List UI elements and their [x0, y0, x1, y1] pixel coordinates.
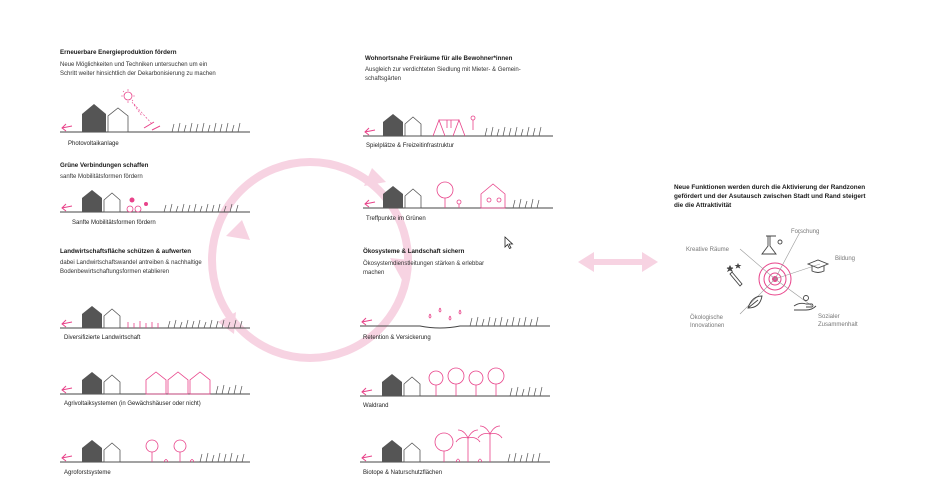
playground-scene: [363, 104, 553, 140]
section-desc-open-spaces-2: schaftsgärten: [365, 76, 402, 82]
right-panel-text-2: gefördert und der Asutausch zwischen Stadt und Rand steigert: [674, 193, 866, 200]
caption-meeting-points: Treffpunkte im Grünen: [366, 216, 426, 222]
forest-edge-scene: [360, 364, 550, 400]
label-innovationen: Innovationen: [690, 323, 725, 329]
section-title-open-spaces: Wohnortsnahe Freiräume für alle Bewohner*innen: [365, 55, 513, 62]
caption-playground: Spielplätze & Freizeitinfrastruktur: [366, 143, 455, 149]
diversified-agriculture-scene: [60, 300, 250, 332]
section-desc-agriculture-1: dabei Landwirtschaftswandel antreiben & nachhaltige: [60, 260, 202, 266]
research-icon: [762, 236, 782, 254]
creative-icon: [727, 264, 742, 286]
mouse-cursor-icon: [504, 236, 514, 250]
social-cohesion-icon: [794, 296, 816, 311]
section-title-green-connections: Grüne Verbindungen schaffen: [60, 162, 149, 169]
section-title-agriculture: Landwirtschaftsfläche schützen & aufwerten: [60, 248, 191, 255]
biotope-scene: [360, 424, 550, 466]
caption-mobility: Sanfte Mobilitätsformen fördern: [72, 220, 156, 226]
section-desc-open-spaces-1: Ausgleich zur verdichteten Siedlung mit Mieter- & Gemein-: [365, 67, 521, 73]
agroforst-scene: [60, 430, 250, 466]
caption-forest-edge: Waldrand: [363, 403, 389, 409]
ecological-innovation-icon: [748, 296, 762, 308]
section-title-energy: Erneuerbare Energieproduktion fördern: [60, 49, 177, 56]
section-desc-energy-1: Neue Möglichkeiten und Techniken untersuchen um ein: [60, 62, 208, 68]
caption-diversified-agriculture: Diversifizierte Landwirtschaft: [64, 335, 141, 341]
mobility-scene: [60, 184, 250, 216]
functions-wheel: [720, 224, 830, 324]
label-zusammenhalt: Zusammenhalt: [818, 322, 858, 328]
caption-photovoltaik: Photovoltaikanlage: [68, 141, 119, 147]
education-icon: [808, 260, 828, 273]
right-panel-text-3: die die Attraktivität: [674, 202, 732, 209]
section-desc-energy-2: Schritt weiter hinsichtlich der Dekarbonisierung zu machen: [60, 71, 216, 77]
agrivoltaik-scene: [60, 362, 250, 398]
label-bildung: Bildung: [835, 256, 856, 262]
label-kreative-raeume: Kreative Räume: [686, 247, 730, 253]
label-forschung: Forschung: [791, 229, 820, 235]
caption-agroforst: Agroforstsysteme: [64, 470, 111, 476]
caption-agrivoltaik: Agrivoltaiksystemen (in Gewächshäuser oder nicht): [64, 401, 201, 407]
retention-scene: [360, 300, 550, 332]
right-panel-text-1: Neue Funktionen werden durch die Aktivierung der Randzonen: [674, 184, 866, 191]
exchange-double-arrow-icon: [578, 250, 658, 274]
section-title-ecosystems: Ökosysteme & Landschaft sichern: [363, 248, 465, 255]
section-desc-ecosystems-2: machen: [363, 270, 385, 276]
meeting-points-scene: [363, 176, 553, 212]
caption-retention: Retention & Versickerung: [363, 335, 431, 341]
label-sozialer: Sozialer: [818, 314, 840, 320]
photovoltaik-scene: [60, 88, 250, 138]
caption-biotope: Biotope & Naturschutzflächen: [363, 470, 443, 476]
section-desc-agriculture-2: Bodenbewirtschaftungsformen etablieren: [60, 269, 170, 275]
section-desc-ecosystems-1: Ökosystemdienstleitungen stärken & erlebbar: [363, 261, 485, 267]
label-oekologische: Ökologische: [690, 315, 724, 321]
section-desc-green-connections: sanfte Mobilitätsformen fördern: [60, 174, 143, 180]
